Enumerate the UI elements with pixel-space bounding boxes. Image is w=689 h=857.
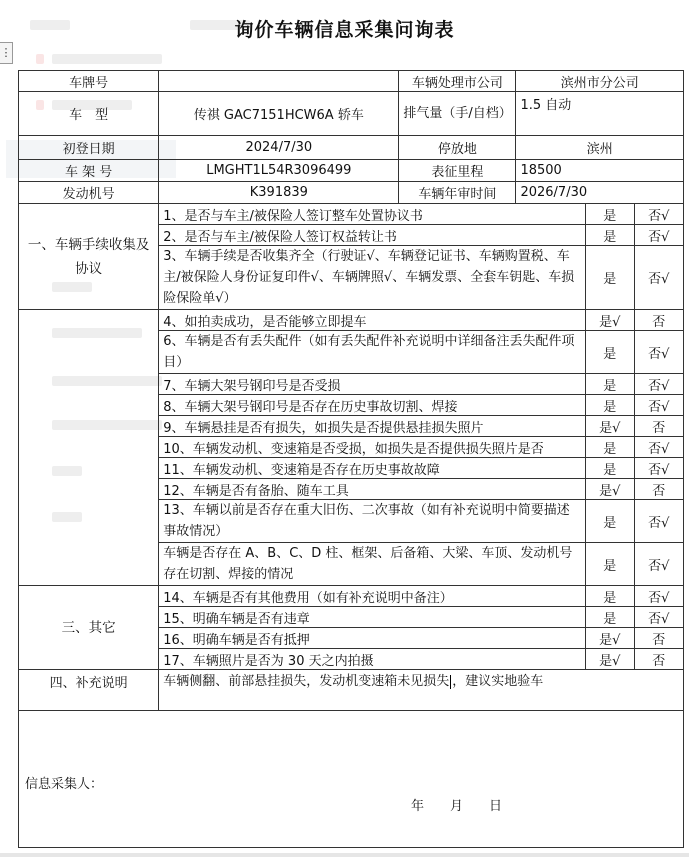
section-3-title: 三、其它 [19, 586, 159, 670]
question-pillars: 车辆是否存在 A、B、C、D 柱、框架、后备箱、大梁、车顶、发动机号存在切割、焊接的情况 [159, 543, 586, 586]
answer-6-no[interactable]: 否√ [634, 331, 684, 374]
answer-9-yes[interactable]: 是√ [586, 416, 634, 437]
answer-12-no[interactable]: 否 [634, 479, 684, 500]
model-label: 车 型 [19, 92, 159, 136]
question-10: 10、车辆发动机、变速箱是否受损，如损失是否提供损失照片是否 [159, 437, 586, 458]
answer-3-no[interactable]: 否√ [634, 246, 684, 310]
date-line [411, 795, 528, 814]
vin-label: 车 架 号 [19, 160, 159, 182]
supplement-text-part1: 车辆侧翻、前部悬挂损失，发动机变速箱未见损失 [163, 674, 450, 689]
answer-16-no[interactable]: 否 [634, 628, 684, 649]
answer-16-yes[interactable]: 是√ [586, 628, 634, 649]
form-title: 询价车辆信息采集问询表 [234, 19, 455, 41]
answer-12-yes[interactable]: 是√ [586, 479, 634, 500]
displacement-label: 排气量（手/自档） [399, 92, 516, 136]
engine-value[interactable]: K391839 [159, 182, 399, 204]
question-16: 16、明确车辆是否有抵押 [159, 628, 586, 649]
company-value[interactable]: 滨州市分公司 [516, 71, 684, 92]
date-day: 日 [489, 799, 503, 814]
answer-7-yes[interactable]: 是 [586, 374, 634, 395]
question-4: 4、如拍卖成功，是否能够立即提车 [159, 310, 586, 331]
date-year: 年 [411, 799, 425, 814]
answer-10-yes[interactable]: 是 [586, 437, 634, 458]
plate-value[interactable] [159, 71, 399, 92]
date-month: 月 [450, 799, 464, 814]
engine-label: 发动机号 [19, 182, 159, 204]
answer-17-no[interactable]: 否 [634, 649, 684, 670]
supplement-text-part2: ，建议实地验车 [452, 674, 544, 689]
question-2: 2、是否与车主/被保险人签订权益转让书 [159, 225, 586, 246]
answer-2-yes[interactable]: 是 [586, 225, 634, 246]
answer-11-yes[interactable]: 是 [586, 458, 634, 479]
mileage-value[interactable]: 18500 [516, 160, 684, 182]
supplement-text[interactable] [159, 670, 684, 711]
answer-7-no[interactable]: 否√ [634, 374, 684, 395]
question-11: 11、车辆发动机、变速箱是否存在历史事故故障 [159, 458, 586, 479]
answer-14-yes[interactable]: 是 [586, 586, 634, 607]
parking-label: 停放地 [399, 136, 516, 160]
answer-1-yes[interactable]: 是 [586, 204, 634, 225]
answer-3-yes[interactable]: 是 [586, 246, 634, 310]
answer-8-no[interactable]: 否√ [634, 395, 684, 416]
plate-label: 车牌号 [19, 71, 159, 92]
bottom-edge [0, 853, 689, 857]
answer-6-yes[interactable]: 是 [586, 331, 634, 374]
parking-value[interactable]: 滨州 [516, 136, 684, 160]
inspection-label: 车辆年审时间 [399, 182, 516, 204]
answer-4-yes[interactable]: 是√ [586, 310, 634, 331]
question-15: 15、明确车辆是否有违章 [159, 607, 586, 628]
answer-13-no[interactable]: 否√ [634, 500, 684, 543]
model-value[interactable]: 传祺 GAC7151HCW6A 轿车 [159, 92, 399, 136]
question-17: 17、车辆照片是否为 30 天之内拍摄 [159, 649, 586, 670]
inspection-value[interactable]: 2026/7/30 [516, 182, 684, 204]
reg-date-label: 初登日期 [19, 136, 159, 160]
answer-pillars-yes[interactable]: 是 [586, 543, 634, 586]
question-3: 3、车辆手续是否收集齐全（行驶证√、车辆登记证书、车辆购置税、车主/被保险人身份证复印件√、车辆牌照√、车辆发票、全套车钥匙、车损险保险单√） [159, 246, 586, 310]
collector-label: 信息采集人： [25, 777, 104, 792]
vin-value[interactable]: LMGHT1L54R3096499 [159, 160, 399, 182]
question-1: 1、是否与车主/被保险人签订整车处置协议书 [159, 204, 586, 225]
answer-17-yes[interactable]: 是√ [586, 649, 634, 670]
signature-area [19, 711, 684, 848]
question-7: 7、车辆大架号钢印号是否受损 [159, 374, 586, 395]
question-12: 12、车辆是否有备胎、随车工具 [159, 479, 586, 500]
question-8: 8、车辆大架号钢印号是否存在历史事故切割、焊接 [159, 395, 586, 416]
side-panel-handle[interactable]: ⋮ [0, 42, 13, 64]
answer-10-no[interactable]: 否√ [634, 437, 684, 458]
mileage-label: 表征里程 [399, 160, 516, 182]
answer-1-no[interactable]: 否√ [634, 204, 684, 225]
question-6: 6、车辆是否有丢失配件（如有丢失配件补充说明中详细备注丢失配件项目） [159, 331, 586, 374]
displacement-value[interactable]: 1.5 自动 [516, 92, 684, 136]
answer-13-yes[interactable]: 是 [586, 500, 634, 543]
question-13: 13、车辆以前是否存在重大旧伤、二次事故（如有补充说明中简要描述事故情况） [159, 500, 586, 543]
section-2-blank [19, 310, 159, 586]
answer-15-yes[interactable]: 是 [586, 607, 634, 628]
company-label: 车辆处理市公司 [399, 71, 516, 92]
question-9: 9、车辆悬挂是否有损失，如损失是否提供悬挂损失照片 [159, 416, 586, 437]
answer-14-no[interactable]: 否√ [634, 586, 684, 607]
answer-pillars-no[interactable]: 否√ [634, 543, 684, 586]
reg-date-value[interactable]: 2024/7/30 [159, 136, 399, 160]
section-4-title: 四、补充说明 [19, 670, 159, 711]
answer-2-no[interactable]: 否√ [634, 225, 684, 246]
answer-9-no[interactable]: 否 [634, 416, 684, 437]
answer-15-no[interactable]: 否√ [634, 607, 684, 628]
answer-4-no[interactable]: 否 [634, 310, 684, 331]
info-collection-form [18, 70, 684, 848]
answer-11-no[interactable]: 否√ [634, 458, 684, 479]
answer-8-yes[interactable]: 是 [586, 395, 634, 416]
question-14: 14、车辆是否有其他费用（如有补充说明中备注） [159, 586, 586, 607]
section-1-title: 一、车辆手续收集及协议 [19, 204, 159, 310]
